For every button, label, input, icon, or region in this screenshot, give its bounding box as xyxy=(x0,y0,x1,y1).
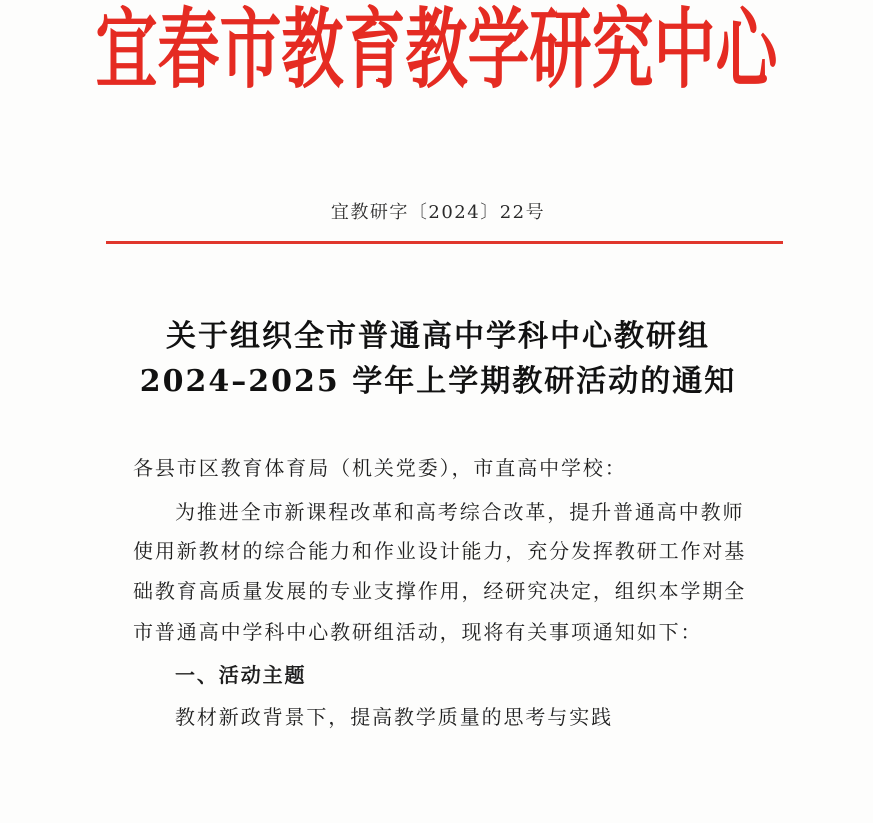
section-heading-theme: 一、活动主题 xyxy=(175,663,307,687)
paragraph-line: 为推进全市新课程改革和高考综合改革，提升普通高中教师 xyxy=(175,500,745,524)
notice-title-line-2: 2024–2025 学年上学期教研活动的通知 xyxy=(139,364,737,399)
paragraph-line: 市普通高中学科中心教研组活动，现将有关事项通知如下： xyxy=(133,620,703,644)
document-number: 宜教研字〔2024〕22号 xyxy=(330,202,546,223)
red-divider-line xyxy=(106,241,783,244)
paragraph-line: 础教育高质量发展的专业支撑作用，经研究决定，组织本学期全 xyxy=(133,579,747,603)
notice-title-line-1: 关于组织全市普通高中学科中心教研组 xyxy=(166,319,710,354)
org-header: 宜春市教育教学研究中心 xyxy=(95,0,778,101)
salutation: 各县市区教育体育局（机关党委），市直高中学校： xyxy=(133,456,627,480)
paragraph-line: 使用新教材的综合能力和作业设计能力，充分发挥教研工作对基 xyxy=(133,539,747,563)
section-text-theme: 教材新政背景下，提高教学质量的思考与实践 xyxy=(175,705,613,729)
